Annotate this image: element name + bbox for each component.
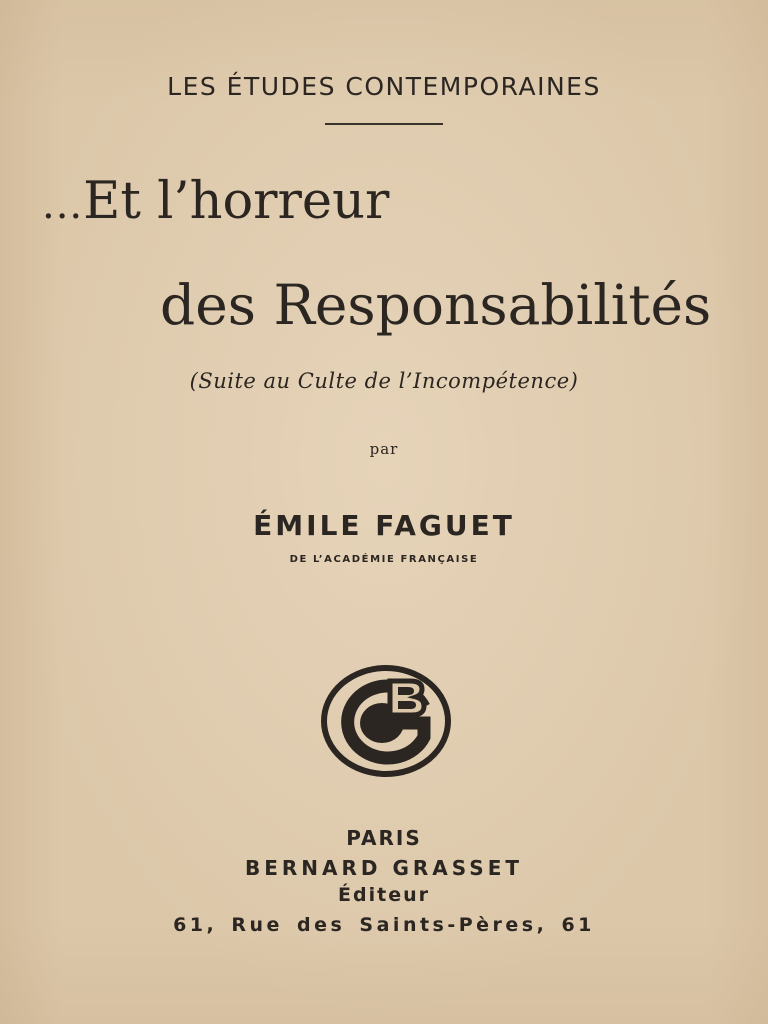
title-line-1-text: Et l’horreur bbox=[83, 172, 390, 231]
book-title-line-2: des Responsabilités bbox=[160, 273, 712, 337]
author-name: ÉMILE FAGUET bbox=[253, 509, 515, 542]
publisher-monogram-icon bbox=[320, 663, 452, 779]
book-subtitle: (Suite au Culte de l’Incompétence) bbox=[189, 369, 579, 393]
imprint-publisher: BERNARD GRASSET bbox=[245, 856, 523, 880]
by-line: par bbox=[369, 440, 399, 458]
author-affiliation: DE L’ACADÉMIE FRANÇAISE bbox=[289, 554, 479, 565]
imprint-role: Éditeur bbox=[338, 884, 430, 906]
divider-rule bbox=[325, 123, 443, 125]
imprint-city: PARIS bbox=[346, 826, 422, 850]
title-ellipsis: ... bbox=[42, 182, 84, 228]
imprint-address: 61, Rue des Saints-Pères, 61 bbox=[173, 914, 595, 936]
series-title: LES ÉTUDES CONTEMPORAINES bbox=[167, 72, 601, 101]
book-title-line-1 bbox=[42, 172, 389, 231]
